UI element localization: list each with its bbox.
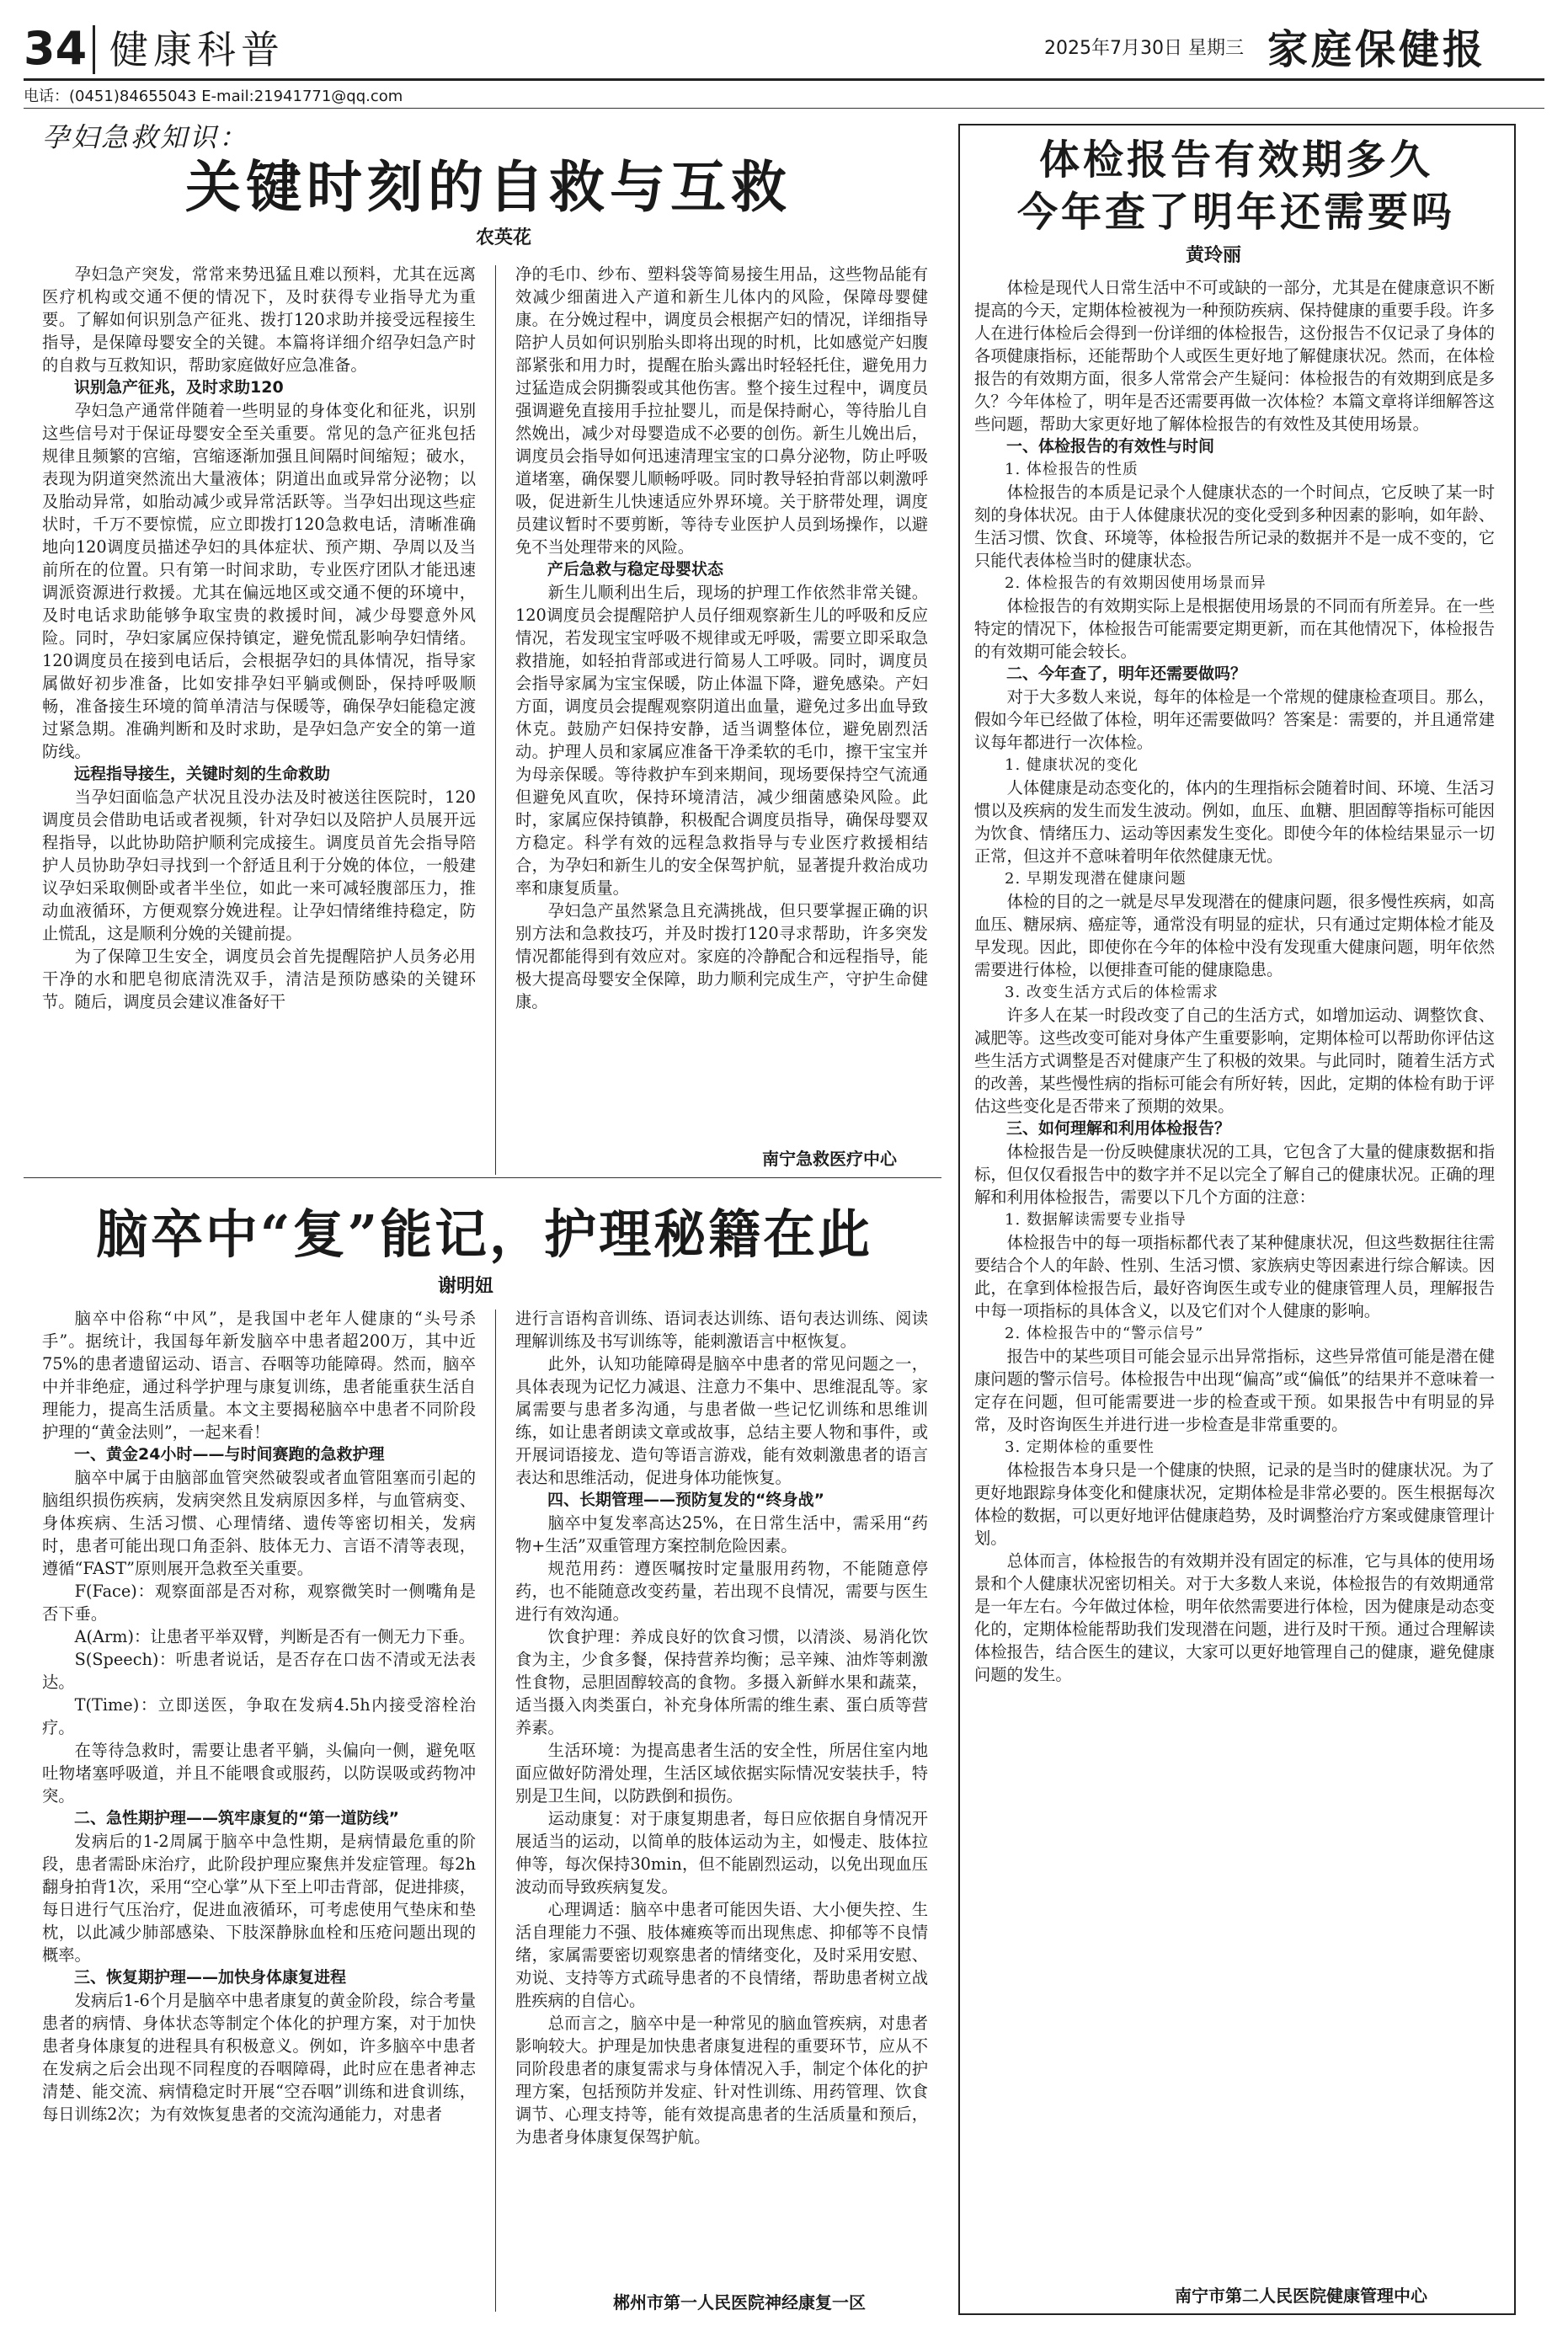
subheading: 产后急救与稳定母婴状态	[547, 560, 724, 579]
article1-column-2	[515, 263, 928, 1013]
article1-author: 农英花	[476, 227, 532, 248]
subheading: 三、恢复期护理——加快身体康复进程	[74, 1968, 347, 1987]
subheading: 识别急产征兆，及时求助120	[74, 378, 284, 397]
paragraph: 当孕妇面临急产状况且没办法及时被送往医院时，120调度员会借助电话或者视频，针对孕妇以及陪护人员展开远程指导，以此协助陪护顺利完成接生。调度员首先会指导陪护人员协助孕妇寻找到一个舒适且利于分娩的体位，一般建议孕妇采取侧卧或者半坐位，如此一来可减轻腹部压力，推动血液循环，方便观察分娩进程。让孕妇情绪维持稳定，防止慌乱，这是顺利分娩的关键前提。	[42, 787, 476, 943]
paragraph: 体检报告本身只是一个健康的快照，记录的是当时的健康状况。为了更好地跟踪身体变化和健康状况，定期体检是非常必要的。医生根据每次体检的数据，可以更好地评估健康趋势，及时调整治疗方案或健康管理计划。	[974, 1460, 1495, 1548]
article1-source: 南宁急救医疗中心	[762, 1149, 897, 1169]
section-name: 健康科普	[109, 27, 285, 72]
header-rule-thin	[24, 108, 1544, 109]
paragraph: T(Time)：立即送医，争取在发病4.5h内接受溶栓治疗。	[42, 1695, 476, 1737]
article2-title: 脑卒中“复”能记，护理秘籍在此	[95, 1203, 873, 1265]
numbered-subheading: 1. 健康状况的变化	[1005, 756, 1139, 774]
page-number: 34	[24, 22, 88, 75]
paragraph: 总体而言，体检报告的有效期并没有固定的标准，它与具体的使用场景和个人健康状况密切相关。对于大多数人来说，体检报告的有效期通常是一年左右。今年做过体检，明年依然需要进行体检，因为健康是动态变化的，定期体检能帮助我们发现潜在问题，进行及时干预。通过合理解读体检报告，结合医生的建议，大家可以更好地管理自己的健康，避免健康问题的发生。	[974, 1551, 1495, 1684]
paragraph: 净的毛巾、纱布、塑料袋等简易接生用品，这些物品能有效减少细菌进入产道和新生儿体内的风险，保障母婴健康。在分娩过程中，调度员会根据产妇的情况，详细指导陪护人员如何识别胎头即将出现的时机，比如感觉产妇腹部紧张和用力时，提醒在胎头露出时轻轻托住，避免用力过猛造成会阴撕裂或其他伤害。整个接生过程中，调度员强调避免直接用手拉扯婴儿，而是保持耐心，等待胎儿自然娩出，减少对母婴造成不必要的创伤。新生儿娩出后，调度员会指导如何迅速清理宝宝的口鼻分泌物，防止呼吸道堵塞，确保婴儿顺畅呼吸。同时教导轻拍背部以刺激呼吸，促进新生儿快速适应外界环境。关于脐带处理，调度员建议暂时不要剪断，等待专业医护人员到场操作，以避免不当处理带来的风险。	[515, 264, 928, 557]
paragraph: 进行言语构音训练、语词表达训练、语句表达训练、阅读理解训练及书写训练等，能刺激语言中枢恢复。	[515, 1309, 928, 1351]
paragraph: 在等待急救时，需要让患者平躺，头偏向一侧，避免呕吐物堵塞呼吸道，并且不能喂食或服药，以防误吸或药物冲突。	[42, 1741, 476, 1806]
paragraph: 运动康复：对于康复期患者，每日应依据自身情况开展适当的运动，以简单的肢体运动为主，如慢走、肢体拉伸等，每次保持30min，但不能剧烈运动，以免出现血压波动而导致疾病复发。	[515, 1809, 928, 1897]
subheading: 三、如何理解和利用体检报告？	[1006, 1119, 1231, 1138]
newspaper-name: 家庭保健报	[1267, 26, 1487, 73]
numbered-subheading: 1. 数据解读需要专业指导	[1005, 1211, 1187, 1229]
header-rule	[24, 78, 1544, 81]
article3-source: 南宁市第二人民医院健康管理中心	[1175, 2286, 1427, 2306]
paragraph: 孕妇急产突发，常常来势迅猛且难以预料，尤其在远离医疗机构或交通不便的情况下，及时获得专业指导尤为重要。了解如何识别急产征兆、拨打120求助并接受远程接生指导，是保障母婴安全的关键。本篇将详细介绍孕妇急产时的自救与互救知识，帮助家庭做好应急准备。	[42, 264, 476, 375]
article2-column-1	[42, 1307, 476, 2126]
paragraph: 对于大多数人来说，每年的体检是一个常规的健康检查项目。那么，假如今年已经做了体检，明年还需要做吗？答案是：需要的，并且通常建议每年都进行一次体检。	[974, 687, 1495, 752]
article1-kicker: 孕妇急救知识：	[42, 121, 249, 153]
article-divider	[24, 1177, 941, 1178]
paragraph: 新生儿顺利出生后，现场的护理工作依然非常关键。120调度员会提醒陪护人员仔细观察新生儿的呼吸和反应情况，若发现宝宝呼吸不规律或无呼吸，需要立即采取急救措施，如轻拍背部或进行简易人工呼吸。同时，调度员会指导家属为宝宝保暖，防止体温下降，避免感染。产妇方面，调度员会提醒观察阴道出血量，避免过多出血导致休克。鼓励产妇保持安静，适当调整体位，避免剧烈活动。护理人员和家属应准备干净柔软的毛巾，擦干宝宝并为母亲保暖。等待救护车到来期间，现场要保持空气流通但避免风直吹，保持环境清洁，减少细菌感染风险。此时，家属应保持镇静，积极配合调度员指导，确保母婴双方稳定。科学有效的远程急救指导与专业医疗救援相结合，为孕妇和新生儿的安全保驾护航，显著提升救治成功率和康复质量。	[515, 583, 928, 898]
paragraph: 心理调适：脑卒中患者可能因失语、大小便失控、生活自理能力不强、肢体瘫痪等而出现焦虑、抑郁等不良情绪，家属需要密切观察患者的情绪变化，及时采用安慰、劝说、支持等方式疏导患者的不良情绪，帮助患者树立战胜疾病的自信心。	[515, 1900, 928, 2010]
subheading: 远程指导接生，关键时刻的生命救助	[74, 765, 331, 783]
paragraph: 脑卒中俗称“中风”，是我国中老年人健康的“头号杀手”。据统计，我国每年新发脑卒中患者超200万，其中近75%的患者遗留运动、语言、吞咽等功能障碍。然而，脑卒中并非绝症，通过科学护理与康复训练，患者能重获生活自理能力，提高生活质量。本文主要揭秘脑卒中患者不同阶段护理的“黄金法则”，一起来看！	[42, 1309, 476, 1442]
paragraph: 规范用药：遵医嘱按时定量服用药物，不能随意停药，也不能随意改变药量，若出现不良情况，需要与医生进行有效沟通。	[515, 1559, 928, 1624]
numbered-subheading: 1. 体检报告的性质	[1005, 461, 1139, 478]
paragraph: F(Face)：观察面部是否对称，观察微笑时一侧嘴角是否下垂。	[42, 1582, 476, 1624]
paragraph: S(Speech)：听患者说话，是否存在口齿不清或无法表达。	[42, 1650, 476, 1692]
paragraph: 体检报告的本质是记录个人健康状态的一个时间点，它反映了某一时刻的身体状况。由于人体健康状况的变化受到多种因素的影响，如年龄、生活习惯、饮食、环境等，体检报告所记录的数据并不是一成不变的，它只能代表体检当时的健康状态。	[974, 483, 1495, 570]
numbered-subheading: 2. 体检报告的有效期因使用场景而异	[1005, 574, 1267, 592]
subheading: 四、长期管理——预防复发的“终身战”	[547, 1491, 824, 1509]
contact-line: 电话：(0451)84655043 E-mail:21941771@qq.com	[24, 88, 403, 105]
numbered-subheading: 3. 定期体检的重要性	[1005, 1438, 1155, 1456]
paragraph: 许多人在某一时段改变了自己的生活方式，如增加运动、调整饮食、减肥等。这些改变可能对身体产生重要影响，定期体检可以帮助你评估这些生活方式调整是否对健康产生了积极的效果。与此同时，随着生活方式的改善，某些慢性病的指标可能会有所好转，因此，定期的体检有助于评估这些变化是否带来了预期的效果。	[974, 1006, 1495, 1116]
paragraph: 体检报告的有效期实际上是根据使用场景的不同而有所差异。在一些特定的情况下，体检报告可能需要定期更新，而在其他情况下，体检报告的有效期可能会较长。	[974, 596, 1495, 661]
subheading: 一、体检报告的有效性与时间	[1006, 437, 1215, 456]
paragraph: 体检报告中的每一项指标都代表了某种健康状况，但这些数据往往需要结合个人的年龄、性别、生活习惯、家族病史等因素进行综合解读。因此，在拿到体检报告后，最好咨询医生或专业的健康管理人员，理解报告中每一项指标的具体含义，以及它们对个人健康的影响。	[974, 1233, 1495, 1320]
paragraph: 生活环境：为提高患者生活的安全性，所居住室内地面应做好防滑处理，生活区域依据实际情况安装扶手，特别是卫生间，以防跌倒和损伤。	[515, 1741, 928, 1806]
numbered-subheading: 2. 早期发现潜在健康问题	[1005, 870, 1187, 888]
paragraph: 总而言之，脑卒中是一种常见的脑血管疾病，对患者影响较大。护理是加快患者康复进程的重要环节，应从不同阶段患者的康复需求与身体情况入手，制定个体化的护理方案，包括预防并发症、针对性训练、用药管理、饮食调节、心理支持等，能有效提高患者的生活质量和预后，为患者身体康复保驾护航。	[515, 2014, 928, 2147]
paragraph: 饮食护理：养成良好的饮食习惯，以清淡、易消化饮食为主，少食多餐，保持营养均衡；忌辛辣、油炸等刺激性食物，忌胆固醇较高的食物。多摄入新鲜水果和蔬菜，适当摄入肉类蛋白，补充身体所需的维生素、蛋白质等营养素。	[515, 1627, 928, 1737]
article3-title-line1: 体检报告有效期多久	[1038, 136, 1433, 184]
subheading: 二、急性期护理——筑牢康复的“第一道防线”	[74, 1809, 399, 1827]
header-separator	[93, 25, 95, 74]
subheading: 一、黄金24小时——与时间赛跑的急救护理	[74, 1445, 385, 1464]
column-divider	[495, 265, 496, 1175]
article2-source: 郴州市第一人民医院神经康复一区	[613, 2292, 866, 2313]
paragraph: 为了保障卫生安全，调度员会首先提醒陪护人员务必用干净的水和肥皂彻底清洗双手，清洁是预防感染的关键环节。随后，调度员会建议准备好干	[42, 947, 476, 1011]
subheading: 二、今年查了，明年还需要做吗？	[1006, 664, 1247, 683]
article1-column-1	[42, 263, 476, 1013]
paragraph: 脑卒中复发率高达25%，在日常生活中，需采用“药物+生活”双重管理方案控制危险因素。	[515, 1513, 928, 1555]
paragraph: 孕妇急产通常伴随着一些明显的身体变化和征兆，识别这些信号对于保证母婴安全至关重要。常见的急产征兆包括规律且频繁的宫缩，宫缩逐渐加强且间隔时间缩短；破水，表现为阴道突然流出大量液体；阴道出血或异常分泌物；以及胎动异常，如胎动减少或异常活跃等。当孕妇出现这些症状时，千万不要惊慌，应立即拨打120急救电话，清晰准确地向120调度员描述孕妇的具体症状、预产期、孕周以及当前所在的位置。只有第一时间求助，专业医疗团队才能迅速调派资源进行救援。尤其在偏远地区或交通不便的环境中，及时电话求助能够争取宝贵的救援时间，减少母婴意外风险。同时，孕妇家属应保持镇定，避免慌乱影响孕妇情绪。120调度员在接到电话后，会根据孕妇的具体情况，指导家属做好初步准备，比如安排孕妇平躺或侧卧，保持呼吸顺畅，准备接生环境的简单清洁与保暖等，确保孕妇能稳定渡过紧急期。准确判断和及时求助，是孕妇急产安全的第一道防线。	[42, 401, 476, 761]
paragraph: 发病后的1-2周属于脑卒中急性期，是病情最危重的阶段，患者需卧床治疗，此阶段护理应聚焦并发症管理。每2h翻身拍背1次，采用“空心掌”从下至上叩击背部，促进排痰，每日进行气压治疗，促进血液循环，可考虑使用气垫床和垫枕，以此减少肺部感染、下肢深静脉血栓和压疮问题出现的概率。	[42, 1832, 476, 1965]
article1-title: 关键时刻的自救与互救	[185, 154, 792, 220]
issue-date: 2025年7月30日 星期三	[1044, 38, 1244, 59]
article2-column-2	[515, 1307, 928, 2148]
article3-body	[974, 276, 1495, 1686]
paragraph: A(Arm)：让患者平举双臂，判断是否有一侧无力下垂。	[74, 1627, 475, 1646]
paragraph: 孕妇急产虽然紧急且充满挑战，但只要掌握正确的识别方法和急救技巧，并及时拨打120寻求帮助，许多突发情况都能得到有效应对。家庭的冷静配合和远程指导，能极大提高母婴安全保障，助力顺利完成生产，守护生命健康。	[515, 901, 928, 1011]
numbered-subheading: 3. 改变生活方式后的体检需求	[1005, 984, 1219, 1001]
paragraph: 人体健康是动态变化的，体内的生理指标会随着时间、环境、生活习惯以及疾病的发生而发生波动。例如，血压、血糖、胆固醇等指标可能因为饮食、情绪压力、运动等因素发生变化。即使今年的体检结果显示一切正常，但这并不意味着明年依然健康无忧。	[974, 778, 1495, 866]
numbered-subheading: 2. 体检报告中的“警示信号”	[1005, 1325, 1204, 1342]
article3-author: 黄玲丽	[1186, 245, 1242, 266]
article3-title-line2: 今年查了明年还需要吗	[1016, 189, 1455, 236]
paragraph: 体检是现代人日常生活中不可或缺的一部分，尤其是在健康意识不断提高的今天，定期体检被视为一种预防疾病、保持健康的重要手段。许多人在进行体检后会得到一份详细的体检报告，这份报告不仅记录了身体的各项健康指标，还能帮助个人或医生更好地了解健康状况。然而，在体检报告的有效期方面，很多人常常会产生疑问：体检报告的有效期到底是多久？今年体检了，明年是否还需要再做一次体检？本篇文章将详细解答这些问题，帮助大家更好地了解体检报告的有效性及其使用场景。	[974, 278, 1495, 434]
paragraph: 此外，认知功能障碍是脑卒中患者的常见问题之一，具体表现为记忆力减退、注意力不集中、思维混乱等。家属需要与患者多沟通，与患者做一些记忆训练和思维训练，如让患者朗读文章或故事，总结主要人物和事件，或开展词语接龙、造句等语言游戏，能有效刺激患者的语言表达和思维活动，促进身体功能恢复。	[515, 1354, 928, 1487]
paragraph: 报告中的某些项目可能会显示出异常指标，这些异常值可能是潜在健康问题的警示信号。体检报告中出现“偏高”或“偏低”的结果并不意味着一定存在问题，但可能需要进一步的检查或干预。如果报告中有明显的异常，及时咨询医生并进行进一步检查是非常重要的。	[974, 1347, 1495, 1434]
paragraph: 体检报告是一份反映健康状况的工具，它包含了大量的健康数据和指标，但仅仅看报告中的数字并不足以完全了解自己的健康状况。正确的理解和利用体检报告，需要以下几个方面的注意：	[974, 1142, 1495, 1207]
article2-author: 谢明妞	[438, 1276, 494, 1297]
paragraph: 发病后1-6个月是脑卒中患者康复的黄金阶段，综合考量患者的病情、身体状态等制定个体化的护理方案，对于加快患者身体康复的进程具有积极意义。例如，许多脑卒中患者在发病之后会出现不同程度的吞咽障碍，此时应在患者神志清楚、能交流、病情稳定时开展“空吞咽”训练和进食训练，每日训练2次；为有效恢复患者的交流沟通能力，对患者	[42, 1991, 476, 2124]
column-divider	[495, 1310, 496, 2312]
paragraph: 体检的目的之一就是尽早发现潜在的健康问题，很多慢性疾病，如高血压、糖尿病、癌症等，通常没有明显的症状，只有通过定期体检才能及早发现。因此，即使你在今年的体检中没有发现重大健康问题，明年依然需要进行体检，以便排查可能的健康隐患。	[974, 892, 1495, 979]
paragraph: 脑卒中属于由脑部血管突然破裂或者血管阻塞而引起的脑组织损伤疾病，发病突然且发病原因多样，与血管病变、身体疾病、生活习惯、心理情绪、遗传等密切相关，发病时，患者可能出现口角歪斜、肢体无力、言语不清等表现，遵循“FAST”原则展开急救至关重要。	[42, 1468, 476, 1578]
